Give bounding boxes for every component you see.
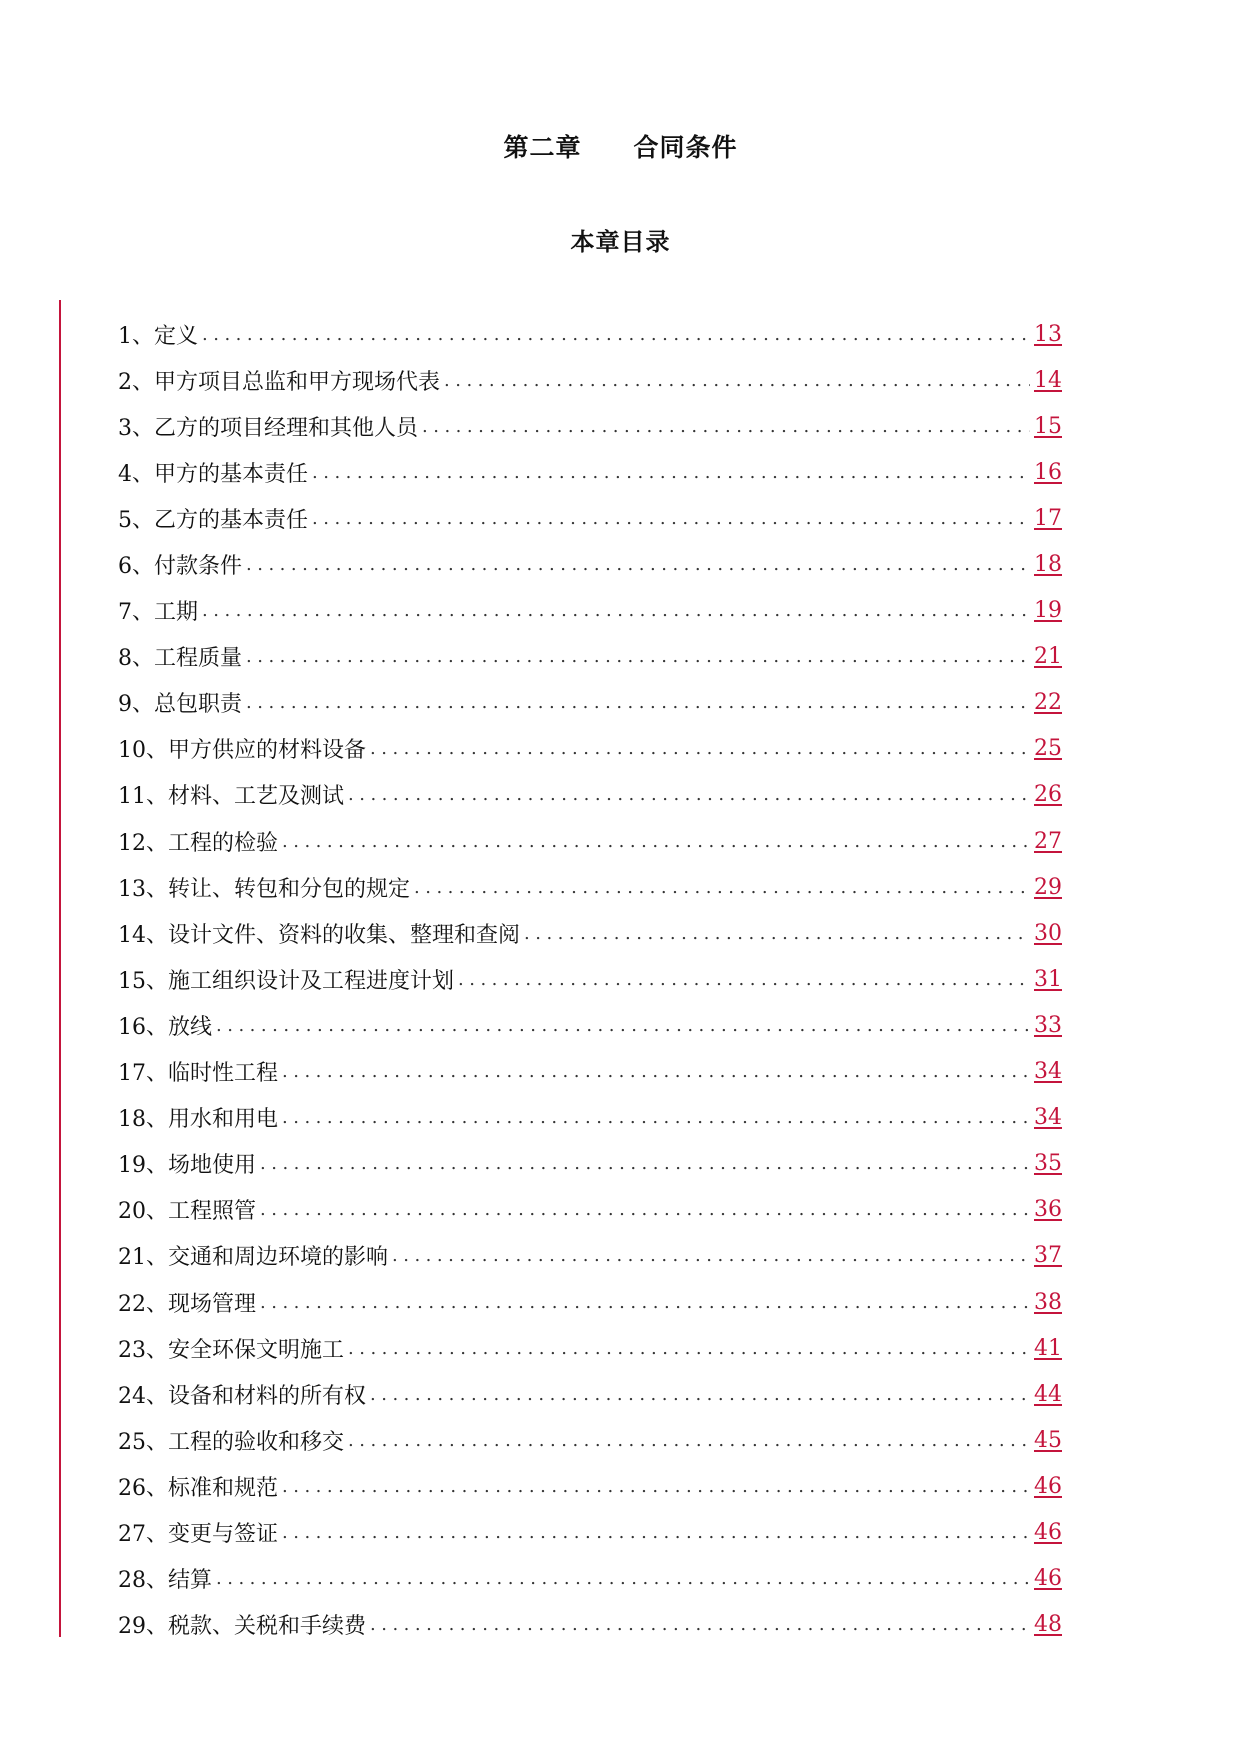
toc-entry-label: 现场管理 xyxy=(168,1291,257,1317)
toc-entry-label: 结算 xyxy=(168,1568,213,1594)
toc-entry-label: 税款、关税和手续费 xyxy=(168,1614,367,1640)
toc-entry[interactable] xyxy=(118,1509,1062,1555)
toc-entry-label: 转让、转包和分包的规定 xyxy=(168,876,411,902)
toc-dot-leader xyxy=(348,1338,1030,1359)
toc-dot-leader xyxy=(370,1384,1030,1405)
toc-entry-number: 15、 xyxy=(118,968,168,994)
toc-entry-number: 21、 xyxy=(118,1245,168,1271)
toc-dot-leader xyxy=(370,738,1030,759)
toc-entry-label: 工程的验收和移交 xyxy=(168,1429,345,1455)
toc-page-link[interactable]: 46 xyxy=(1034,1566,1062,1592)
toc-entry[interactable] xyxy=(118,541,1062,587)
toc-entry-number: 24、 xyxy=(118,1383,168,1409)
toc-entry[interactable] xyxy=(118,1556,1062,1602)
toc-entry-label: 工程质量 xyxy=(154,646,243,672)
toc-entry-label: 安全环保文明施工 xyxy=(168,1337,345,1363)
toc-page-link[interactable]: 44 xyxy=(1034,1381,1062,1407)
chapter-number: 第二章 xyxy=(503,133,582,162)
toc-dot-leader xyxy=(282,1476,1030,1497)
toc-page-link[interactable]: 16 xyxy=(1034,459,1062,485)
toc-entry[interactable] xyxy=(118,726,1062,772)
toc-dot-leader xyxy=(246,692,1030,713)
toc-entry-number: 2、 xyxy=(118,369,154,395)
toc-dot-leader xyxy=(444,370,1030,391)
toc-dot-leader xyxy=(260,1292,1030,1313)
toc-entry-label: 工程照管 xyxy=(168,1199,257,1225)
toc-page-link[interactable]: 17 xyxy=(1034,505,1062,531)
toc-dot-leader xyxy=(348,1430,1030,1451)
toc-entry-label: 付款条件 xyxy=(154,554,243,580)
toc-entry-label: 乙方的项目经理和其他人员 xyxy=(154,415,419,441)
toc-entry[interactable] xyxy=(118,1417,1062,1463)
toc-entry-number: 16、 xyxy=(118,1014,168,1040)
toc-entry[interactable] xyxy=(118,1463,1062,1509)
toc-dot-leader xyxy=(524,923,1030,944)
toc-entry-number: 3、 xyxy=(118,415,154,441)
toc-dot-leader xyxy=(422,416,1030,437)
toc-entry-number: 29、 xyxy=(118,1614,168,1640)
toc-entry-number: 20、 xyxy=(118,1199,168,1225)
toc-entry[interactable] xyxy=(118,864,1062,910)
revision-bar xyxy=(59,300,61,1637)
toc-entry-number: 25、 xyxy=(118,1429,168,1455)
toc-entry-number: 1、 xyxy=(118,323,154,349)
toc-entry[interactable] xyxy=(118,634,1062,680)
toc-page-link[interactable]: 21 xyxy=(1034,644,1062,670)
toc-entry-number: 6、 xyxy=(118,554,154,580)
toc-page-link[interactable]: 48 xyxy=(1034,1612,1062,1638)
toc-entry[interactable] xyxy=(118,403,1062,449)
toc-entry-number: 12、 xyxy=(118,830,168,856)
toc-entry-label: 临时性工程 xyxy=(168,1061,279,1087)
toc-entry[interactable] xyxy=(118,1602,1062,1648)
toc-entry-number: 18、 xyxy=(118,1107,168,1133)
toc-page-link[interactable]: 13 xyxy=(1034,321,1062,347)
toc-entry[interactable] xyxy=(118,1233,1062,1279)
toc-entry-label: 用水和用电 xyxy=(168,1107,279,1133)
toc-dot-leader xyxy=(260,1199,1030,1220)
toc-heading: 本章目录 xyxy=(570,228,671,256)
toc-entry-label: 甲方供应的材料设备 xyxy=(168,738,367,764)
toc-entry-label: 设备和材料的所有权 xyxy=(168,1383,367,1409)
toc-entry-number: 13、 xyxy=(118,876,168,902)
toc-entry-number: 19、 xyxy=(118,1153,168,1179)
toc-page-link[interactable]: 41 xyxy=(1034,1335,1062,1361)
toc-entry-number: 4、 xyxy=(118,461,154,487)
toc-page-link[interactable]: 14 xyxy=(1034,367,1062,393)
toc-entry[interactable] xyxy=(118,1371,1062,1417)
toc-entry[interactable] xyxy=(118,818,1062,864)
toc-entry-number: 8、 xyxy=(118,646,154,672)
toc-entry[interactable] xyxy=(118,680,1062,726)
toc-entry-label: 总包职责 xyxy=(154,692,243,718)
toc-page-link[interactable]: 46 xyxy=(1034,1473,1062,1499)
toc-entry-label: 定义 xyxy=(154,323,199,349)
toc-entry-label: 交通和周边环境的影响 xyxy=(168,1245,389,1271)
toc-entry[interactable] xyxy=(118,1141,1062,1187)
toc-dot-leader xyxy=(282,1522,1030,1543)
toc-dot-leader xyxy=(348,784,1030,805)
toc-entry[interactable] xyxy=(118,1049,1062,1095)
toc-entry[interactable] xyxy=(118,495,1062,541)
toc-entry-number: 9、 xyxy=(118,692,154,718)
toc-page-link[interactable]: 26 xyxy=(1034,782,1062,808)
toc-entry-number: 28、 xyxy=(118,1568,168,1594)
toc-page-link[interactable]: 33 xyxy=(1034,1012,1062,1038)
toc-page-link[interactable]: 29 xyxy=(1034,874,1062,900)
toc-entry-label: 设计文件、资料的收集、整理和查阅 xyxy=(168,922,521,948)
toc-dot-leader xyxy=(282,831,1030,852)
toc-page-link[interactable]: 35 xyxy=(1034,1151,1062,1177)
chapter-name: 合同条件 xyxy=(633,133,738,162)
toc-page-link[interactable]: 25 xyxy=(1034,736,1062,762)
toc-dot-leader xyxy=(282,1061,1030,1082)
toc-page-link[interactable]: 36 xyxy=(1034,1197,1062,1223)
toc-dot-leader xyxy=(312,462,1030,483)
toc-entry[interactable] xyxy=(118,772,1062,818)
toc-entry-number: 23、 xyxy=(118,1337,168,1363)
toc-page-link[interactable]: 45 xyxy=(1034,1427,1062,1453)
toc-entry-label: 施工组织设计及工程进度计划 xyxy=(168,968,455,994)
toc-dot-leader xyxy=(202,600,1030,621)
toc-dot-leader xyxy=(216,1568,1030,1589)
toc-dot-leader xyxy=(202,324,1030,345)
toc-page-link[interactable]: 37 xyxy=(1034,1243,1062,1269)
toc-page-link[interactable]: 34 xyxy=(1034,1059,1062,1085)
toc-entry-number: 7、 xyxy=(118,600,154,626)
toc-entry-label: 放线 xyxy=(168,1014,213,1040)
toc-entry-number: 17、 xyxy=(118,1061,168,1087)
toc-entry[interactable] xyxy=(118,1002,1062,1048)
toc-entry[interactable] xyxy=(118,910,1062,956)
toc-entry-number: 22、 xyxy=(118,1291,168,1317)
toc-dot-leader xyxy=(370,1614,1030,1635)
toc-entry-number: 26、 xyxy=(118,1475,168,1501)
toc-page-link[interactable]: 46 xyxy=(1034,1519,1062,1545)
toc-entry-number: 11、 xyxy=(118,784,168,810)
toc-entry[interactable] xyxy=(118,311,1062,357)
toc-entry[interactable] xyxy=(118,449,1062,495)
toc-page-link[interactable]: 27 xyxy=(1034,828,1062,854)
toc-entry-label: 工期 xyxy=(154,600,199,626)
toc-entry-label: 甲方的基本责任 xyxy=(154,461,309,487)
toc-dot-leader xyxy=(312,508,1030,529)
toc-entry-label: 乙方的基本责任 xyxy=(154,507,309,533)
toc-entry[interactable] xyxy=(118,1095,1062,1141)
toc-entry-number: 14、 xyxy=(118,922,168,948)
toc-entry[interactable] xyxy=(118,1187,1062,1233)
chapter-title xyxy=(0,128,1241,164)
toc-page-link[interactable]: 34 xyxy=(1034,1105,1062,1131)
toc-entry-label: 标准和规范 xyxy=(168,1475,279,1501)
toc-entry[interactable] xyxy=(118,1279,1062,1325)
toc-entry-label: 变更与签证 xyxy=(168,1521,279,1547)
toc-entry[interactable] xyxy=(118,1325,1062,1371)
toc-entry-label: 场地使用 xyxy=(168,1153,257,1179)
toc-dot-leader xyxy=(392,1245,1030,1266)
toc-page-link[interactable]: 19 xyxy=(1034,598,1062,624)
toc-dot-leader xyxy=(216,1015,1030,1036)
toc-entry-label: 工程的检验 xyxy=(168,830,279,856)
toc-entry[interactable] xyxy=(118,357,1062,403)
toc-dot-leader xyxy=(246,554,1030,575)
toc-page-link[interactable]: 30 xyxy=(1034,920,1062,946)
toc-page-link[interactable]: 15 xyxy=(1034,413,1062,439)
toc-page-link[interactable]: 22 xyxy=(1034,690,1062,716)
toc-dot-leader xyxy=(458,969,1030,990)
toc-page-link[interactable]: 18 xyxy=(1034,552,1062,578)
toc-entry[interactable] xyxy=(118,588,1062,634)
toc-page-link[interactable]: 31 xyxy=(1034,966,1062,992)
toc-entry-number: 5、 xyxy=(118,507,154,533)
toc-entry-number: 27、 xyxy=(118,1521,168,1547)
toc-dot-leader xyxy=(246,646,1030,667)
toc-entry-label: 甲方项目总监和甲方现场代表 xyxy=(154,369,441,395)
toc-entry-number: 10、 xyxy=(118,738,168,764)
toc-dot-leader xyxy=(260,1153,1030,1174)
toc-list xyxy=(118,311,1062,1648)
toc-entry-label: 材料、工艺及测试 xyxy=(168,784,345,810)
toc-entry[interactable] xyxy=(118,956,1062,1002)
toc-dot-leader xyxy=(282,1107,1030,1128)
toc-dot-leader xyxy=(414,877,1030,898)
toc-page-link[interactable]: 38 xyxy=(1034,1289,1062,1315)
